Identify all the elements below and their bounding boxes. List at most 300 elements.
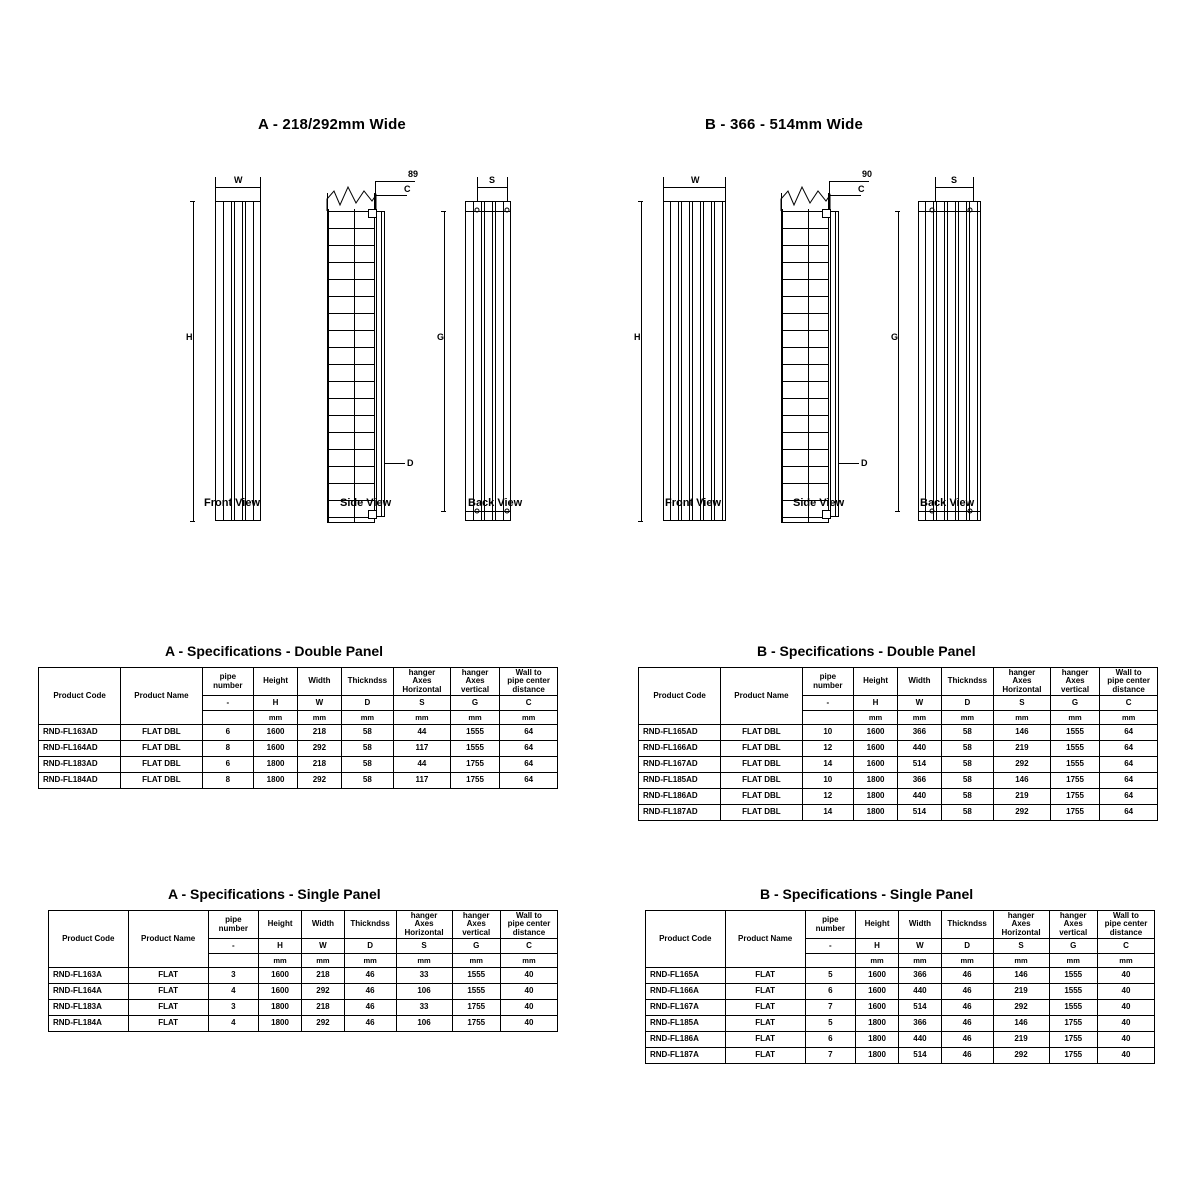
cell-product-code: RND-FL187AD <box>639 805 721 821</box>
wall-bracket-top-a <box>368 209 377 218</box>
cell-hanger-h: 146 <box>994 773 1051 789</box>
cell-height: 1600 <box>855 968 898 984</box>
cell-hanger-h: 292 <box>994 757 1051 773</box>
dim-tick <box>895 511 900 512</box>
drawing-group-b <box>625 155 1015 525</box>
cell-wall-dist: 40 <box>1097 1048 1154 1064</box>
cell-product-code: RND-FL167AD <box>639 757 721 773</box>
cell-thickness: 58 <box>941 789 993 805</box>
panel-fin <box>234 202 243 520</box>
wall-bracket-top-b <box>822 209 831 218</box>
cell-thickness: 46 <box>941 1032 993 1048</box>
hanger-dots-b <box>918 205 984 517</box>
cell-pipe: 5 <box>805 1016 855 1032</box>
cell-product-name: FLAT <box>725 984 805 1000</box>
dim-line-g-b <box>898 211 899 511</box>
cell-hanger-h: 44 <box>394 757 451 773</box>
cell-height: 1600 <box>853 757 897 773</box>
cell-hanger-v: 1555 <box>1050 725 1099 741</box>
sym-c: C <box>1100 696 1158 711</box>
cell-pipe: 6 <box>805 984 855 1000</box>
unit-w: mm <box>298 711 342 725</box>
section-title-b: B - 366 - 514mm Wide <box>705 116 864 133</box>
cell-product-code: RND-FL164A <box>49 984 129 1000</box>
panel-fin <box>223 202 232 520</box>
col-hanger-axes-vertical: hanger Axes vertical <box>1049 911 1097 939</box>
col-thickness: Thickndss <box>341 668 393 696</box>
cell-hanger-v: 1755 <box>450 757 499 773</box>
cell-pipe: 10 <box>802 773 853 789</box>
cell-wall-dist: 64 <box>1100 741 1158 757</box>
cell-thickness: 46 <box>941 1016 993 1032</box>
cell-hanger-v: 1555 <box>450 725 499 741</box>
col-hanger-axes-horizontal: hanger Axes Horizontal <box>994 668 1051 696</box>
panel-fin <box>670 202 679 520</box>
cell-thickness: 58 <box>941 773 993 789</box>
cell-product-code: RND-FL167A <box>646 1000 726 1016</box>
sym-h: H <box>253 696 297 711</box>
cell-hanger-h: 219 <box>993 984 1049 1000</box>
cell-product-name: FLAT <box>725 968 805 984</box>
cell-product-name: FLAT <box>725 1016 805 1032</box>
cell-height: 1600 <box>253 741 297 757</box>
sym-c: C <box>1097 939 1154 954</box>
dim-label-offset-b: 90 <box>862 169 873 179</box>
cell-hanger-v: 1755 <box>452 1016 500 1032</box>
unit-s: mm <box>993 954 1049 968</box>
unit-d: mm <box>341 711 393 725</box>
cell-pipe: 7 <box>805 1048 855 1064</box>
cell-wall-dist: 40 <box>500 968 557 984</box>
cell-product-name: FLAT DBL <box>121 773 203 789</box>
sym-s: S <box>396 939 452 954</box>
col-product-name: Product Name <box>725 911 805 968</box>
col-height: Height <box>253 668 297 696</box>
dim-line-offset-a <box>375 181 415 182</box>
front-panel-a <box>215 201 261 521</box>
cell-hanger-h: 106 <box>396 984 452 1000</box>
cell-wall-dist: 40 <box>500 1000 557 1016</box>
cell-wall-dist: 40 <box>1097 1032 1154 1048</box>
table-row <box>39 773 558 789</box>
wall-bracket-bottom-a <box>368 510 377 519</box>
back-view-label-b: Back View <box>920 497 975 509</box>
sym-g: G <box>452 939 500 954</box>
cell-product-code: RND-FL164AD <box>39 741 121 757</box>
spec-table-b-double <box>638 667 1158 821</box>
cell-product-name: FLAT DBL <box>721 805 803 821</box>
table-row <box>39 757 558 773</box>
dim-line-s-a <box>477 187 507 188</box>
dim-label-s-a: S <box>489 175 496 185</box>
cell-wall-dist: 40 <box>1097 984 1154 1000</box>
table-title-b-double: B - Specifications - Double Panel <box>757 643 976 659</box>
dim-tick <box>190 521 195 522</box>
cell-pipe: 14 <box>802 757 853 773</box>
cell-wall-dist: 40 <box>500 984 557 1000</box>
dim-label-g-a: G <box>437 332 445 342</box>
dim-ext-right-b-front <box>725 177 726 201</box>
sym-c: C <box>500 939 557 954</box>
col-product-code: Product Code <box>639 668 721 725</box>
table-row <box>646 1000 1155 1016</box>
unit-s: mm <box>994 711 1051 725</box>
dim-tick <box>190 201 195 202</box>
wall-hatch-b <box>781 193 829 523</box>
col-height: Height <box>853 668 897 696</box>
hanger-dots-a <box>465 205 513 517</box>
col-product-name: Product Name <box>121 668 203 725</box>
panel-fin <box>245 202 254 520</box>
cell-product-name: FLAT <box>128 968 208 984</box>
col-height: Height <box>855 911 898 939</box>
cell-hanger-h: 106 <box>396 1016 452 1032</box>
wall-hatch-a <box>327 193 375 523</box>
cell-height: 1800 <box>258 1000 301 1016</box>
dim-ext-right-a-back <box>507 177 508 201</box>
cell-width: 218 <box>298 725 342 741</box>
cell-thickness: 58 <box>341 757 393 773</box>
dim-ext-left-a-back <box>477 177 478 201</box>
cell-height: 1600 <box>258 968 301 984</box>
cell-pipe: 4 <box>208 984 258 1000</box>
sym-d: D <box>341 696 393 711</box>
col-width: Width <box>899 911 941 939</box>
sym-h: H <box>855 939 898 954</box>
cell-hanger-v: 1555 <box>1050 741 1099 757</box>
cell-hanger-h: 33 <box>396 968 452 984</box>
cell-pipe: 14 <box>802 805 853 821</box>
cell-thickness: 58 <box>941 805 993 821</box>
unit-h: mm <box>258 954 301 968</box>
unit-d: mm <box>941 711 993 725</box>
panel-fin <box>692 202 701 520</box>
cell-width: 514 <box>899 1048 941 1064</box>
col-thickness: Thickndss <box>344 911 396 939</box>
cell-hanger-h: 292 <box>994 805 1051 821</box>
cell-height: 1800 <box>253 757 297 773</box>
cell-thickness: 58 <box>941 741 993 757</box>
unit-c: mm <box>1097 954 1154 968</box>
dim-line-d-b <box>839 463 859 464</box>
col-width: Width <box>298 668 342 696</box>
table-row <box>639 725 1158 741</box>
unit-d: mm <box>941 954 993 968</box>
side-view-label-b: Side View <box>793 497 845 509</box>
dim-ext-left-b-back <box>935 177 936 201</box>
sym-w: W <box>298 696 342 711</box>
cell-width: 218 <box>302 968 344 984</box>
cell-product-code: RND-FL183A <box>49 1000 129 1016</box>
cell-product-name: FLAT <box>128 984 208 1000</box>
side-panel-inner-b <box>835 211 836 517</box>
cell-thickness: 46 <box>344 1000 396 1016</box>
cell-hanger-h: 44 <box>394 725 451 741</box>
dim-ext-right-b-back <box>973 177 974 201</box>
cell-product-name: FLAT <box>128 1000 208 1016</box>
table-row <box>49 984 558 1000</box>
cell-hanger-h: 33 <box>396 1000 452 1016</box>
cell-product-name: FLAT DBL <box>121 741 203 757</box>
cell-height: 1600 <box>253 725 297 741</box>
unit-pipe <box>202 711 253 725</box>
dim-line-c-b <box>829 195 861 196</box>
sym-g: G <box>450 696 499 711</box>
col-hanger-axes-horizontal: hanger Axes Horizontal <box>993 911 1049 939</box>
cell-width: 292 <box>302 984 344 1000</box>
cell-product-code: RND-FL184A <box>49 1016 129 1032</box>
dim-label-h-a: H <box>186 332 193 342</box>
col-hanger-axes-horizontal: hanger Axes Horizontal <box>394 668 451 696</box>
table-row <box>646 984 1155 1000</box>
cell-hanger-v: 1555 <box>452 984 500 1000</box>
cell-hanger-v: 1755 <box>1049 1032 1097 1048</box>
cell-width: 440 <box>899 984 941 1000</box>
cell-product-code: RND-FL166A <box>646 984 726 1000</box>
cell-hanger-h: 219 <box>994 789 1051 805</box>
col-thickness: Thickndss <box>941 911 993 939</box>
cell-product-name: FLAT DBL <box>721 789 803 805</box>
dim-label-c-a: C <box>404 184 411 194</box>
col-product-code: Product Code <box>39 668 121 725</box>
cell-height: 1800 <box>853 805 897 821</box>
cell-hanger-v: 1555 <box>1049 984 1097 1000</box>
sym-g: G <box>1049 939 1097 954</box>
cell-hanger-h: 146 <box>994 725 1051 741</box>
front-view-label-b: Front View <box>665 497 722 509</box>
cell-width: 366 <box>898 725 942 741</box>
spec-table-a-double <box>38 667 558 789</box>
col-product-name: Product Name <box>721 668 803 725</box>
cell-product-code: RND-FL166AD <box>639 741 721 757</box>
col-wall-to-pipe: Wall to pipe center distance <box>1100 668 1158 696</box>
cell-wall-dist: 40 <box>1097 1000 1154 1016</box>
cell-wall-dist: 40 <box>1097 1016 1154 1032</box>
cell-thickness: 46 <box>344 968 396 984</box>
cell-height: 1800 <box>855 1048 898 1064</box>
col-pipe-number: pipe number <box>208 911 258 939</box>
side-view-label-a: Side View <box>340 497 392 509</box>
dim-line-w-a <box>215 187 260 188</box>
sym-g: G <box>1050 696 1099 711</box>
cell-width: 440 <box>898 789 942 805</box>
col-height: Height <box>258 911 301 939</box>
col-product-code: Product Code <box>49 911 129 968</box>
sym-pipe: - <box>202 696 253 711</box>
front-panel-b <box>663 201 726 521</box>
dim-tick <box>638 201 643 202</box>
col-width: Width <box>898 668 942 696</box>
cell-wall-dist: 64 <box>500 757 558 773</box>
dim-label-d-a: D <box>407 458 414 468</box>
cell-thickness: 58 <box>341 773 393 789</box>
section-title-a: A - 218/292mm Wide <box>258 116 406 133</box>
cell-thickness: 46 <box>941 984 993 1000</box>
cell-hanger-v: 1755 <box>1050 805 1099 821</box>
cell-product-name: FLAT DBL <box>721 725 803 741</box>
cell-hanger-v: 1555 <box>1049 968 1097 984</box>
cell-wall-dist: 64 <box>1100 725 1158 741</box>
table-row <box>39 725 558 741</box>
cell-hanger-v: 1555 <box>1050 757 1099 773</box>
dim-tick <box>638 521 643 522</box>
side-panel-inner-a <box>381 211 382 517</box>
cell-pipe: 3 <box>208 968 258 984</box>
cell-hanger-v: 1555 <box>1049 1000 1097 1016</box>
cell-thickness: 46 <box>941 968 993 984</box>
cell-thickness: 46 <box>941 1048 993 1064</box>
cell-thickness: 46 <box>344 984 396 1000</box>
cell-pipe: 10 <box>802 725 853 741</box>
cell-height: 1600 <box>258 984 301 1000</box>
cell-pipe: 5 <box>805 968 855 984</box>
cell-width: 514 <box>899 1000 941 1016</box>
spec-table-a-single <box>48 910 558 1032</box>
back-view-label-a: Back View <box>468 497 523 509</box>
cell-product-name: FLAT DBL <box>121 725 203 741</box>
table-row <box>639 741 1158 757</box>
sym-h: H <box>258 939 301 954</box>
cell-thickness: 58 <box>341 725 393 741</box>
cell-product-code: RND-FL187A <box>646 1048 726 1064</box>
dim-label-d-b: D <box>861 458 868 468</box>
cell-hanger-v: 1755 <box>1050 773 1099 789</box>
cell-thickness: 58 <box>341 741 393 757</box>
sym-pipe: - <box>805 939 855 954</box>
cell-width: 292 <box>298 773 342 789</box>
cell-width: 440 <box>899 1032 941 1048</box>
sym-d: D <box>344 939 396 954</box>
dim-label-g-b: G <box>891 332 899 342</box>
sym-w: W <box>898 696 942 711</box>
table-row <box>646 1016 1155 1032</box>
cell-product-code: RND-FL165A <box>646 968 726 984</box>
table-row <box>639 789 1158 805</box>
cell-pipe: 4 <box>208 1016 258 1032</box>
unit-g: mm <box>1049 954 1097 968</box>
dim-label-h-b: H <box>634 332 641 342</box>
cell-product-code: RND-FL163AD <box>39 725 121 741</box>
dim-line-c-a <box>375 195 407 196</box>
cell-product-name: FLAT <box>725 1048 805 1064</box>
dim-label-offset-a: 89 <box>408 169 419 179</box>
dim-label-w-a: W <box>234 175 243 185</box>
table-row <box>39 741 558 757</box>
dim-tick <box>441 511 446 512</box>
cell-hanger-h: 146 <box>993 1016 1049 1032</box>
sym-d: D <box>941 939 993 954</box>
cell-product-code: RND-FL184AD <box>39 773 121 789</box>
table-title-b-single: B - Specifications - Single Panel <box>760 886 974 902</box>
cell-height: 1800 <box>253 773 297 789</box>
cell-product-name: FLAT <box>725 1000 805 1016</box>
cell-product-code: RND-FL165AD <box>639 725 721 741</box>
table-header-row <box>646 911 1155 939</box>
dim-line-g-a <box>444 211 445 511</box>
cell-height: 1800 <box>855 1032 898 1048</box>
cell-hanger-h: 219 <box>994 741 1051 757</box>
cell-product-name: FLAT DBL <box>121 757 203 773</box>
cell-product-name: FLAT DBL <box>721 741 803 757</box>
panel-fin <box>681 202 690 520</box>
unit-c: mm <box>500 954 557 968</box>
sym-w: W <box>899 939 941 954</box>
cell-product-name: FLAT <box>725 1032 805 1048</box>
cell-width: 440 <box>898 741 942 757</box>
col-pipe-number: pipe number <box>805 911 855 939</box>
cell-width: 366 <box>899 968 941 984</box>
cell-product-code: RND-FL185AD <box>639 773 721 789</box>
dim-line-h-b <box>641 201 642 521</box>
cell-wall-dist: 64 <box>1100 757 1158 773</box>
cell-thickness: 46 <box>344 1016 396 1032</box>
unit-h: mm <box>855 954 898 968</box>
unit-pipe <box>208 954 258 968</box>
cell-hanger-v: 1755 <box>1049 1016 1097 1032</box>
table-row <box>49 1016 558 1032</box>
cell-pipe: 8 <box>202 741 253 757</box>
unit-s: mm <box>394 711 451 725</box>
table-header-row <box>39 668 558 696</box>
cell-pipe: 6 <box>202 757 253 773</box>
unit-c: mm <box>500 711 558 725</box>
sym-pipe: - <box>208 939 258 954</box>
sym-c: C <box>500 696 558 711</box>
sym-d: D <box>941 696 993 711</box>
cell-pipe: 6 <box>202 725 253 741</box>
table-title-a-single: A - Specifications - Single Panel <box>168 886 381 902</box>
col-hanger-axes-horizontal: hanger Axes Horizontal <box>396 911 452 939</box>
dim-ext-right-a-front <box>260 177 261 201</box>
unit-pipe <box>805 954 855 968</box>
col-thickness: Thickndss <box>941 668 993 696</box>
dim-label-c-b: C <box>858 184 865 194</box>
panel-fin <box>703 202 712 520</box>
cell-wall-dist: 64 <box>1100 805 1158 821</box>
unit-g: mm <box>452 954 500 968</box>
cell-pipe: 3 <box>208 1000 258 1016</box>
cell-width: 218 <box>302 1000 344 1016</box>
cell-hanger-v: 1555 <box>450 741 499 757</box>
dim-ext-left-a-front <box>215 177 216 201</box>
wall-bracket-bottom-b <box>822 510 831 519</box>
col-wall-to-pipe: Wall to pipe center distance <box>500 668 558 696</box>
front-view-label-a: Front View <box>204 497 261 509</box>
cell-wall-dist: 64 <box>500 725 558 741</box>
cell-product-name: FLAT DBL <box>721 757 803 773</box>
cell-wall-dist: 64 <box>1100 773 1158 789</box>
cell-hanger-h: 292 <box>993 1000 1049 1016</box>
cell-height: 1800 <box>855 1016 898 1032</box>
dim-label-s-b: S <box>951 175 958 185</box>
dim-tick <box>441 211 446 212</box>
unit-w: mm <box>898 711 942 725</box>
cell-wall-dist: 64 <box>500 741 558 757</box>
cell-height: 1600 <box>855 984 898 1000</box>
dim-line-d2-a <box>385 463 405 464</box>
drawing-group-a <box>180 155 560 525</box>
unit-h: mm <box>253 711 297 725</box>
cell-width: 514 <box>898 757 942 773</box>
cell-hanger-v: 1555 <box>452 968 500 984</box>
cell-product-name: FLAT <box>128 1016 208 1032</box>
unit-s: mm <box>396 954 452 968</box>
sym-pipe: - <box>802 696 853 711</box>
unit-g: mm <box>1050 711 1099 725</box>
dim-tick <box>895 211 900 212</box>
col-product-name: Product Name <box>128 911 208 968</box>
col-wall-to-pipe: Wall to pipe center distance <box>500 911 557 939</box>
